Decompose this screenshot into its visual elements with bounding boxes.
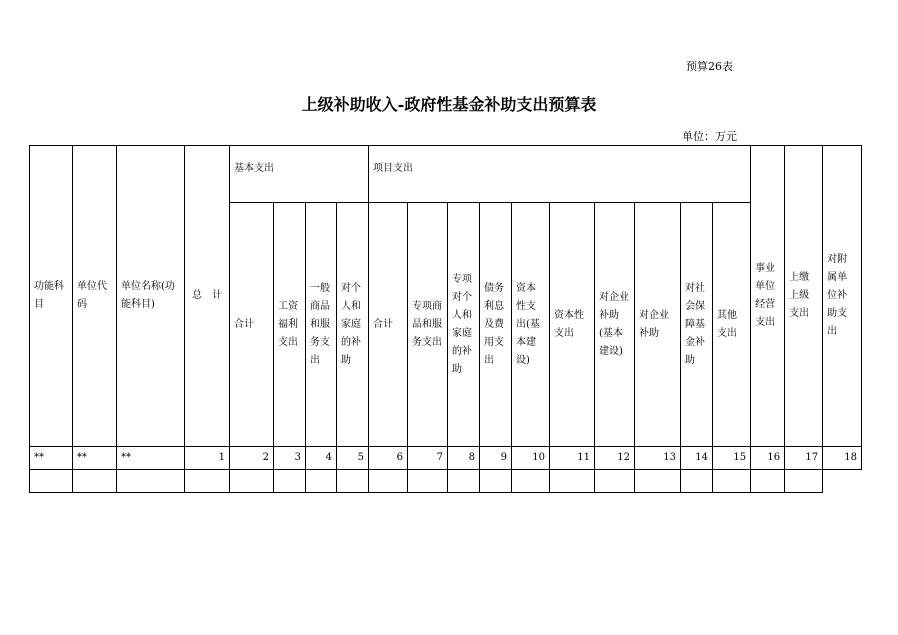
empty-cell	[751, 470, 785, 493]
header-row-groups	[30, 146, 862, 203]
empty-cell	[713, 470, 751, 493]
col-group-project: 项目支出	[369, 146, 751, 203]
col-head-project-debt-interest: 债务利息及费用支出	[480, 203, 512, 447]
col-head-project-goods-services: 专项商品和服务支出	[408, 203, 448, 447]
empty-cell	[337, 470, 369, 493]
col-head-project-other: 其他支出	[713, 203, 751, 447]
form-number: 预算26表	[686, 60, 733, 73]
empty-cell	[550, 470, 595, 493]
empty-cell	[681, 470, 713, 493]
col-head-project-capital: 资本性支出	[550, 203, 595, 447]
col-number: 13	[635, 447, 681, 470]
col-group-basic: 基本支出	[230, 146, 369, 203]
empty-cell	[785, 470, 823, 493]
column-number-row	[30, 447, 862, 470]
col-number: 7	[408, 447, 448, 470]
empty-cell	[408, 470, 448, 493]
col-number: 5	[337, 447, 369, 470]
col-number: 18	[823, 447, 862, 470]
col-head-basic-total: 合计	[230, 203, 274, 447]
empty-cell	[595, 470, 635, 493]
col-head-business-operation: 事业单位经营支出	[751, 146, 785, 447]
col-number: 15	[713, 447, 751, 470]
empty-cell	[30, 470, 73, 493]
col-number: 4	[306, 447, 337, 470]
col-head-project-household-subsidy: 专项对个人和家庭的补助	[448, 203, 480, 447]
empty-cell	[185, 470, 230, 493]
unit-label: 单位：万元	[682, 130, 737, 143]
empty-cell	[448, 470, 480, 493]
budget-table	[29, 145, 862, 493]
col-head-project-capital-construction: 资本性支出(基本建设)	[512, 203, 550, 447]
col-number: 6	[369, 447, 408, 470]
code-cell-unit-name: **	[117, 447, 185, 470]
col-head-project-enterprise-construction: 对企业补助(基本建设)	[595, 203, 635, 447]
col-number: 11	[550, 447, 595, 470]
col-number: 12	[595, 447, 635, 470]
col-number: 17	[785, 447, 823, 470]
col-head-unit-name: 单位名称(功能科目)	[117, 146, 185, 447]
code-cell-func-subject: **	[30, 447, 73, 470]
empty-cell	[512, 470, 550, 493]
col-head-func-subject: 功能科目	[30, 146, 73, 447]
col-head-project-total: 合计	[369, 203, 408, 447]
col-number: 2	[230, 447, 274, 470]
empty-cell	[635, 470, 681, 493]
col-number: 1	[185, 447, 230, 470]
col-number: 16	[751, 447, 785, 470]
col-number: 3	[274, 447, 306, 470]
col-number: 8	[448, 447, 480, 470]
col-head-project-enterprise-subsidy: 对企业补助	[635, 203, 681, 447]
col-head-basic-household-subsidy: 对个人和家庭的补助	[337, 203, 369, 447]
empty-cell	[274, 470, 306, 493]
document-title: 上级补助收入-政府性基金补助支出预算表	[301, 95, 597, 114]
col-head-project-social-security: 对社会保障基金补助	[681, 203, 713, 447]
col-head-subsidy-affiliated: 对附属单位补助支出	[823, 146, 862, 447]
col-head-unit-code: 单位代码	[73, 146, 117, 447]
code-cell-unit-code: **	[73, 447, 117, 470]
table-row-empty	[30, 470, 862, 493]
empty-cell	[369, 470, 408, 493]
empty-cell	[230, 470, 274, 493]
col-head-remit-upper: 上缴上级支出	[785, 146, 823, 447]
col-number: 10	[512, 447, 550, 470]
col-number: 14	[681, 447, 713, 470]
empty-cell	[306, 470, 337, 493]
empty-cell	[480, 470, 512, 493]
col-head-basic-wages: 工资福利支出	[274, 203, 306, 447]
empty-cell	[117, 470, 185, 493]
col-head-basic-goods-services: 一般商品和服务支出	[306, 203, 337, 447]
col-head-total: 总 计	[185, 146, 230, 447]
col-number: 9	[480, 447, 512, 470]
empty-cell	[73, 470, 117, 493]
